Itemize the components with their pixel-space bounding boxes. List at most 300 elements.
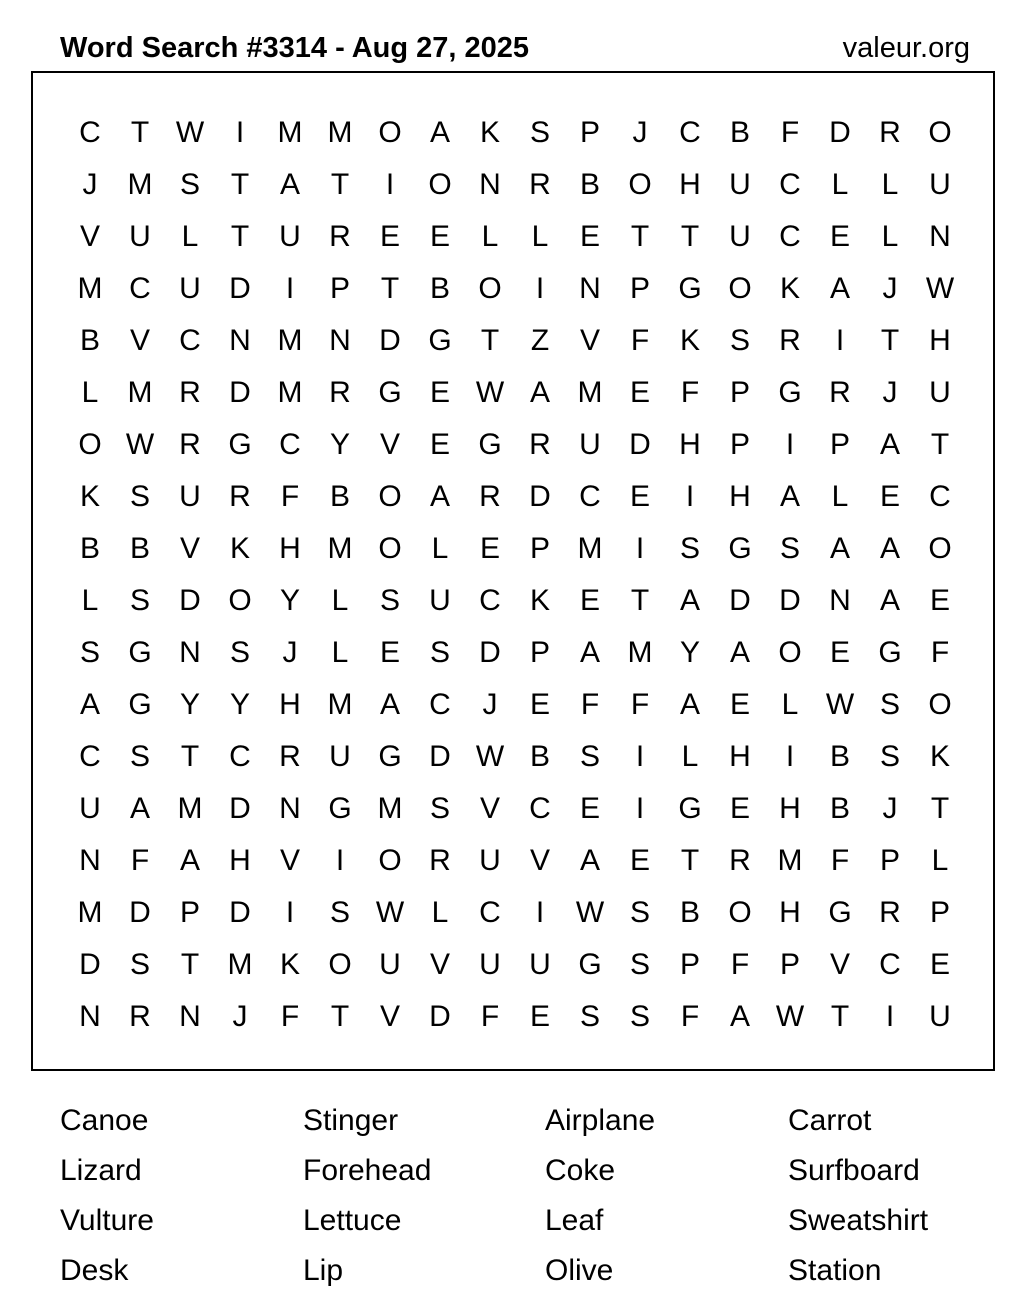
grid-letter[interactable]: H — [679, 168, 701, 201]
grid-letter[interactable]: W — [775, 1000, 805, 1033]
grid-letter[interactable]: E — [429, 428, 450, 461]
grid-letter[interactable]: M — [77, 272, 103, 305]
grid-letter[interactable]: K — [79, 480, 100, 513]
grid-letter[interactable]: T — [680, 220, 700, 253]
grid-letter[interactable]: L — [481, 220, 499, 253]
grid-letter[interactable]: W — [825, 688, 855, 721]
grid-letter[interactable]: C — [579, 480, 601, 513]
grid-letter[interactable]: E — [829, 636, 850, 669]
grid-letter[interactable]: E — [379, 636, 400, 669]
grid-letter[interactable]: A — [779, 480, 800, 513]
grid-letter[interactable]: R — [429, 844, 451, 877]
grid-letter[interactable]: O — [478, 272, 502, 305]
grid-letter[interactable]: A — [179, 844, 200, 877]
grid-letter[interactable]: S — [129, 948, 150, 981]
grid-letter[interactable]: S — [429, 636, 450, 669]
grid-letter[interactable]: Y — [279, 584, 300, 617]
grid-letter[interactable]: F — [680, 1000, 700, 1033]
grid-letter[interactable]: A — [879, 428, 900, 461]
grid-letter[interactable]: V — [479, 792, 500, 825]
grid-letter[interactable]: R — [529, 428, 551, 461]
grid-letter[interactable]: G — [828, 896, 852, 929]
grid-letter[interactable]: V — [129, 324, 150, 357]
grid-letter[interactable]: R — [879, 116, 901, 149]
grid-letter[interactable]: T — [830, 1000, 850, 1033]
grid-letter[interactable]: M — [577, 376, 603, 409]
grid-letter[interactable]: D — [529, 480, 551, 513]
grid-letter[interactable]: T — [930, 428, 950, 461]
grid-letter[interactable]: K — [929, 740, 950, 773]
grid-letter[interactable]: E — [379, 220, 400, 253]
grid-letter[interactable]: T — [380, 272, 400, 305]
grid-letter[interactable]: J — [882, 376, 898, 409]
grid-letter[interactable]: U — [729, 168, 751, 201]
grid-letter[interactable]: G — [678, 272, 702, 305]
grid-letter[interactable]: S — [379, 584, 400, 617]
grid-letter[interactable]: G — [378, 740, 402, 773]
grid-letter[interactable]: T — [630, 584, 650, 617]
grid-letter[interactable]: P — [879, 844, 900, 877]
grid-letter[interactable]: E — [579, 792, 600, 825]
letter-grid[interactable] — [33, 73, 993, 1069]
grid-letter[interactable]: Y — [329, 428, 350, 461]
grid-letter[interactable]: T — [930, 792, 950, 825]
grid-letter[interactable]: M — [227, 948, 253, 981]
grid-letter[interactable]: V — [429, 948, 450, 981]
grid-letter[interactable]: A — [429, 480, 450, 513]
grid-letter[interactable]: M — [327, 532, 353, 565]
grid-letter[interactable]: O — [378, 116, 402, 149]
grid-letter[interactable]: Y — [179, 688, 200, 721]
grid-letter[interactable]: T — [230, 220, 250, 253]
grid-letter[interactable]: C — [79, 740, 101, 773]
grid-letter[interactable]: G — [428, 324, 452, 357]
grid-letter[interactable]: E — [729, 792, 750, 825]
grid-letter[interactable]: W — [575, 896, 605, 929]
grid-letter[interactable]: H — [229, 844, 251, 877]
grid-letter[interactable]: D — [629, 428, 651, 461]
grid-letter[interactable]: H — [929, 324, 951, 357]
grid-letter[interactable]: A — [679, 688, 700, 721]
grid-letter[interactable]: P — [529, 532, 550, 565]
grid-letter[interactable]: Z — [530, 324, 550, 357]
grid-letter[interactable]: P — [179, 896, 200, 929]
grid-letter[interactable]: A — [379, 688, 400, 721]
grid-letter[interactable]: H — [279, 688, 301, 721]
grid-letter[interactable]: I — [285, 272, 295, 305]
grid-letter[interactable]: C — [279, 428, 301, 461]
grid-letter[interactable]: E — [829, 220, 850, 253]
grid-letter[interactable]: B — [679, 896, 700, 929]
grid-letter[interactable]: O — [378, 844, 402, 877]
grid-letter[interactable]: G — [678, 792, 702, 825]
grid-letter[interactable]: D — [429, 740, 451, 773]
grid-letter[interactable]: S — [229, 636, 250, 669]
grid-letter[interactable]: I — [635, 532, 645, 565]
grid-letter[interactable]: E — [729, 688, 750, 721]
grid-letter[interactable]: G — [728, 532, 752, 565]
grid-letter[interactable]: W — [375, 896, 405, 929]
grid-letter[interactable]: V — [579, 324, 600, 357]
grid-letter[interactable]: U — [929, 1000, 951, 1033]
grid-letter[interactable]: S — [579, 740, 600, 773]
grid-letter[interactable]: O — [778, 636, 802, 669]
grid-letter[interactable]: Y — [679, 636, 700, 669]
grid-letter[interactable]: N — [579, 272, 601, 305]
grid-letter[interactable]: V — [379, 1000, 400, 1033]
grid-letter[interactable]: U — [579, 428, 601, 461]
grid-letter[interactable]: E — [429, 220, 450, 253]
grid-letter[interactable]: D — [179, 584, 201, 617]
grid-letter[interactable]: O — [378, 480, 402, 513]
grid-letter[interactable]: C — [929, 480, 951, 513]
grid-letter[interactable]: B — [79, 324, 100, 357]
grid-letter[interactable]: U — [79, 792, 101, 825]
grid-letter[interactable]: A — [529, 376, 550, 409]
grid-letter[interactable]: J — [632, 116, 648, 149]
grid-letter[interactable]: O — [928, 116, 952, 149]
grid-letter[interactable]: S — [529, 116, 550, 149]
grid-letter[interactable]: L — [331, 636, 349, 669]
grid-letter[interactable]: U — [529, 948, 551, 981]
grid-letter[interactable]: C — [479, 584, 501, 617]
grid-letter[interactable]: N — [329, 324, 351, 357]
grid-letter[interactable]: A — [429, 116, 450, 149]
grid-letter[interactable]: A — [579, 636, 600, 669]
grid-letter[interactable]: C — [179, 324, 201, 357]
grid-letter[interactable]: P — [679, 948, 700, 981]
grid-letter[interactable]: G — [128, 688, 152, 721]
grid-letter[interactable]: G — [578, 948, 602, 981]
grid-letter[interactable]: C — [779, 168, 801, 201]
grid-letter[interactable]: O — [928, 688, 952, 721]
grid-letter[interactable]: W — [125, 428, 155, 461]
grid-letter[interactable]: N — [229, 324, 251, 357]
grid-letter[interactable]: W — [175, 116, 205, 149]
grid-letter[interactable]: V — [529, 844, 550, 877]
grid-letter[interactable]: L — [181, 220, 199, 253]
grid-letter[interactable]: U — [279, 220, 301, 253]
grid-letter[interactable]: R — [179, 376, 201, 409]
grid-letter[interactable]: M — [627, 636, 653, 669]
grid-letter[interactable]: M — [77, 896, 103, 929]
grid-letter[interactable]: D — [429, 1000, 451, 1033]
grid-letter[interactable]: I — [235, 116, 245, 149]
grid-letter[interactable]: R — [729, 844, 751, 877]
grid-letter[interactable]: I — [635, 740, 645, 773]
grid-letter[interactable]: O — [628, 168, 652, 201]
grid-letter[interactable]: D — [229, 376, 251, 409]
grid-letter[interactable]: J — [482, 688, 498, 721]
grid-letter[interactable]: U — [729, 220, 751, 253]
grid-letter[interactable]: H — [729, 740, 751, 773]
grid-letter[interactable]: L — [681, 740, 699, 773]
grid-letter[interactable]: E — [629, 844, 650, 877]
grid-letter[interactable]: D — [229, 896, 251, 929]
grid-letter[interactable]: L — [931, 844, 949, 877]
grid-letter[interactable]: I — [785, 740, 795, 773]
grid-letter[interactable]: A — [129, 792, 150, 825]
grid-letter[interactable]: B — [329, 480, 350, 513]
grid-letter[interactable]: G — [778, 376, 802, 409]
grid-letter[interactable]: D — [229, 792, 251, 825]
grid-letter[interactable]: C — [129, 272, 151, 305]
grid-letter[interactable]: V — [279, 844, 300, 877]
grid-letter[interactable]: U — [379, 948, 401, 981]
grid-letter[interactable]: R — [229, 480, 251, 513]
grid-letter[interactable]: L — [831, 480, 849, 513]
grid-letter[interactable]: S — [679, 532, 700, 565]
grid-letter[interactable]: M — [127, 168, 153, 201]
grid-letter[interactable]: K — [779, 272, 800, 305]
grid-letter[interactable]: U — [429, 584, 451, 617]
grid-letter[interactable]: S — [429, 792, 450, 825]
grid-letter[interactable]: N — [279, 792, 301, 825]
grid-letter[interactable]: J — [882, 272, 898, 305]
grid-letter[interactable]: D — [79, 948, 101, 981]
grid-letter[interactable]: U — [329, 740, 351, 773]
grid-letter[interactable]: I — [785, 428, 795, 461]
grid-letter[interactable]: E — [879, 480, 900, 513]
grid-letter[interactable]: S — [629, 896, 650, 929]
grid-letter[interactable]: H — [279, 532, 301, 565]
grid-letter[interactable]: B — [729, 116, 750, 149]
grid-letter[interactable]: L — [831, 168, 849, 201]
grid-letter[interactable]: R — [279, 740, 301, 773]
grid-letter[interactable]: C — [79, 116, 101, 149]
grid-letter[interactable]: L — [881, 168, 899, 201]
grid-letter[interactable]: P — [729, 428, 750, 461]
grid-letter[interactable]: B — [829, 792, 850, 825]
grid-letter[interactable]: A — [79, 688, 100, 721]
grid-letter[interactable]: J — [282, 636, 298, 669]
grid-letter[interactable]: F — [930, 636, 950, 669]
grid-letter[interactable]: T — [480, 324, 500, 357]
grid-letter[interactable]: I — [635, 792, 645, 825]
grid-letter[interactable]: N — [479, 168, 501, 201]
grid-letter[interactable]: I — [535, 896, 545, 929]
grid-letter[interactable]: T — [330, 168, 350, 201]
grid-letter[interactable]: T — [130, 116, 150, 149]
grid-letter[interactable]: G — [378, 376, 402, 409]
grid-letter[interactable]: C — [229, 740, 251, 773]
grid-letter[interactable]: B — [579, 168, 600, 201]
grid-letter[interactable]: D — [129, 896, 151, 929]
grid-letter[interactable]: T — [680, 844, 700, 877]
grid-letter[interactable]: L — [781, 688, 799, 721]
grid-letter[interactable]: A — [829, 272, 850, 305]
grid-letter[interactable]: F — [680, 376, 700, 409]
grid-letter[interactable]: R — [829, 376, 851, 409]
grid-letter[interactable]: T — [180, 740, 200, 773]
grid-letter[interactable]: L — [81, 584, 99, 617]
grid-letter[interactable]: P — [929, 896, 950, 929]
grid-letter[interactable]: F — [480, 1000, 500, 1033]
grid-letter[interactable]: D — [229, 272, 251, 305]
grid-letter[interactable]: O — [728, 896, 752, 929]
grid-letter[interactable]: F — [830, 844, 850, 877]
grid-letter[interactable]: K — [279, 948, 300, 981]
grid-letter[interactable]: L — [331, 584, 349, 617]
grid-letter[interactable]: S — [879, 688, 900, 721]
grid-letter[interactable]: R — [479, 480, 501, 513]
grid-letter[interactable]: K — [529, 584, 550, 617]
grid-letter[interactable]: D — [729, 584, 751, 617]
grid-letter[interactable]: V — [79, 220, 100, 253]
grid-letter[interactable]: S — [329, 896, 350, 929]
grid-letter[interactable]: L — [431, 532, 449, 565]
grid-letter[interactable]: H — [779, 896, 801, 929]
grid-letter[interactable]: F — [280, 480, 300, 513]
grid-letter[interactable]: S — [129, 480, 150, 513]
grid-letter[interactable]: D — [779, 584, 801, 617]
grid-letter[interactable]: G — [128, 636, 152, 669]
grid-letter[interactable]: E — [929, 948, 950, 981]
grid-letter[interactable]: R — [179, 428, 201, 461]
grid-letter[interactable]: U — [179, 480, 201, 513]
grid-letter[interactable]: R — [779, 324, 801, 357]
grid-letter[interactable]: G — [328, 792, 352, 825]
grid-letter[interactable]: T — [880, 324, 900, 357]
grid-letter[interactable]: M — [277, 116, 303, 149]
grid-letter[interactable]: L — [431, 896, 449, 929]
grid-letter[interactable]: P — [529, 636, 550, 669]
grid-letter[interactable]: F — [280, 1000, 300, 1033]
grid-letter[interactable]: O — [328, 948, 352, 981]
grid-letter[interactable]: H — [679, 428, 701, 461]
grid-letter[interactable]: R — [129, 1000, 151, 1033]
grid-letter[interactable]: U — [479, 844, 501, 877]
grid-letter[interactable]: P — [729, 376, 750, 409]
grid-letter[interactable]: W — [475, 740, 505, 773]
grid-letter[interactable]: M — [277, 376, 303, 409]
grid-letter[interactable]: P — [629, 272, 650, 305]
grid-letter[interactable]: W — [925, 272, 955, 305]
grid-letter[interactable]: Y — [229, 688, 250, 721]
grid-letter[interactable]: S — [729, 324, 750, 357]
grid-letter[interactable]: P — [779, 948, 800, 981]
grid-letter[interactable]: U — [929, 376, 951, 409]
grid-letter[interactable]: F — [730, 948, 750, 981]
grid-letter[interactable]: M — [577, 532, 603, 565]
grid-letter[interactable]: A — [879, 584, 900, 617]
grid-letter[interactable]: M — [327, 116, 353, 149]
grid-letter[interactable]: K — [229, 532, 250, 565]
grid-letter[interactable]: H — [779, 792, 801, 825]
grid-letter[interactable]: D — [379, 324, 401, 357]
grid-letter[interactable]: I — [335, 844, 345, 877]
grid-letter[interactable]: I — [535, 272, 545, 305]
grid-letter[interactable]: K — [679, 324, 700, 357]
grid-letter[interactable]: C — [529, 792, 551, 825]
grid-letter[interactable]: C — [779, 220, 801, 253]
grid-letter[interactable]: F — [630, 688, 650, 721]
grid-letter[interactable]: S — [629, 948, 650, 981]
grid-letter[interactable]: E — [429, 376, 450, 409]
grid-letter[interactable]: P — [829, 428, 850, 461]
grid-letter[interactable]: F — [630, 324, 650, 357]
grid-letter[interactable]: E — [579, 220, 600, 253]
grid-letter[interactable]: G — [228, 428, 252, 461]
grid-letter[interactable]: J — [882, 792, 898, 825]
grid-letter[interactable]: U — [929, 168, 951, 201]
grid-letter[interactable]: F — [130, 844, 150, 877]
grid-letter[interactable]: N — [79, 1000, 101, 1033]
grid-letter[interactable]: N — [79, 844, 101, 877]
grid-letter[interactable]: V — [179, 532, 200, 565]
grid-letter[interactable]: M — [327, 688, 353, 721]
grid-letter[interactable]: B — [529, 740, 550, 773]
grid-letter[interactable]: E — [529, 1000, 550, 1033]
grid-letter[interactable]: E — [929, 584, 950, 617]
grid-letter[interactable]: H — [729, 480, 751, 513]
grid-letter[interactable]: S — [79, 636, 100, 669]
grid-letter[interactable]: R — [529, 168, 551, 201]
grid-letter[interactable]: G — [878, 636, 902, 669]
grid-letter[interactable]: A — [879, 532, 900, 565]
grid-letter[interactable]: S — [879, 740, 900, 773]
grid-letter[interactable]: A — [679, 584, 700, 617]
grid-letter[interactable]: G — [478, 428, 502, 461]
grid-letter[interactable]: V — [829, 948, 850, 981]
grid-letter[interactable]: E — [579, 584, 600, 617]
grid-letter[interactable]: T — [230, 168, 250, 201]
grid-letter[interactable]: A — [729, 1000, 750, 1033]
grid-letter[interactable]: I — [835, 324, 845, 357]
grid-letter[interactable]: C — [879, 948, 901, 981]
grid-letter[interactable]: V — [379, 428, 400, 461]
grid-letter[interactable]: L — [531, 220, 549, 253]
grid-letter[interactable]: E — [529, 688, 550, 721]
grid-letter[interactable]: C — [429, 688, 451, 721]
grid-letter[interactable]: B — [429, 272, 450, 305]
grid-letter[interactable]: J — [82, 168, 98, 201]
grid-letter[interactable]: D — [479, 636, 501, 669]
grid-letter[interactable]: R — [879, 896, 901, 929]
grid-letter[interactable]: S — [179, 168, 200, 201]
grid-letter[interactable]: O — [228, 584, 252, 617]
grid-letter[interactable]: O — [378, 532, 402, 565]
grid-letter[interactable]: S — [129, 740, 150, 773]
grid-letter[interactable]: O — [728, 272, 752, 305]
grid-letter[interactable]: B — [129, 532, 150, 565]
grid-letter[interactable]: M — [277, 324, 303, 357]
grid-letter[interactable]: S — [629, 1000, 650, 1033]
grid-letter[interactable]: O — [928, 532, 952, 565]
grid-letter[interactable]: J — [232, 1000, 248, 1033]
grid-letter[interactable]: T — [180, 948, 200, 981]
grid-letter[interactable]: M — [777, 844, 803, 877]
grid-letter[interactable]: K — [479, 116, 500, 149]
grid-letter[interactable]: S — [579, 1000, 600, 1033]
grid-letter[interactable]: M — [377, 792, 403, 825]
grid-letter[interactable]: W — [475, 376, 505, 409]
grid-letter[interactable]: E — [479, 532, 500, 565]
grid-letter[interactable]: A — [729, 636, 750, 669]
grid-letter[interactable]: B — [829, 740, 850, 773]
grid-letter[interactable]: F — [780, 116, 800, 149]
grid-letter[interactable]: I — [885, 1000, 895, 1033]
grid-letter[interactable]: I — [385, 168, 395, 201]
grid-letter[interactable]: L — [81, 376, 99, 409]
grid-letter[interactable]: E — [629, 376, 650, 409]
grid-letter[interactable]: A — [279, 168, 300, 201]
grid-letter[interactable]: E — [629, 480, 650, 513]
grid-letter[interactable]: N — [829, 584, 851, 617]
grid-letter[interactable]: U — [179, 272, 201, 305]
grid-letter[interactable]: O — [428, 168, 452, 201]
grid-letter[interactable]: C — [479, 896, 501, 929]
